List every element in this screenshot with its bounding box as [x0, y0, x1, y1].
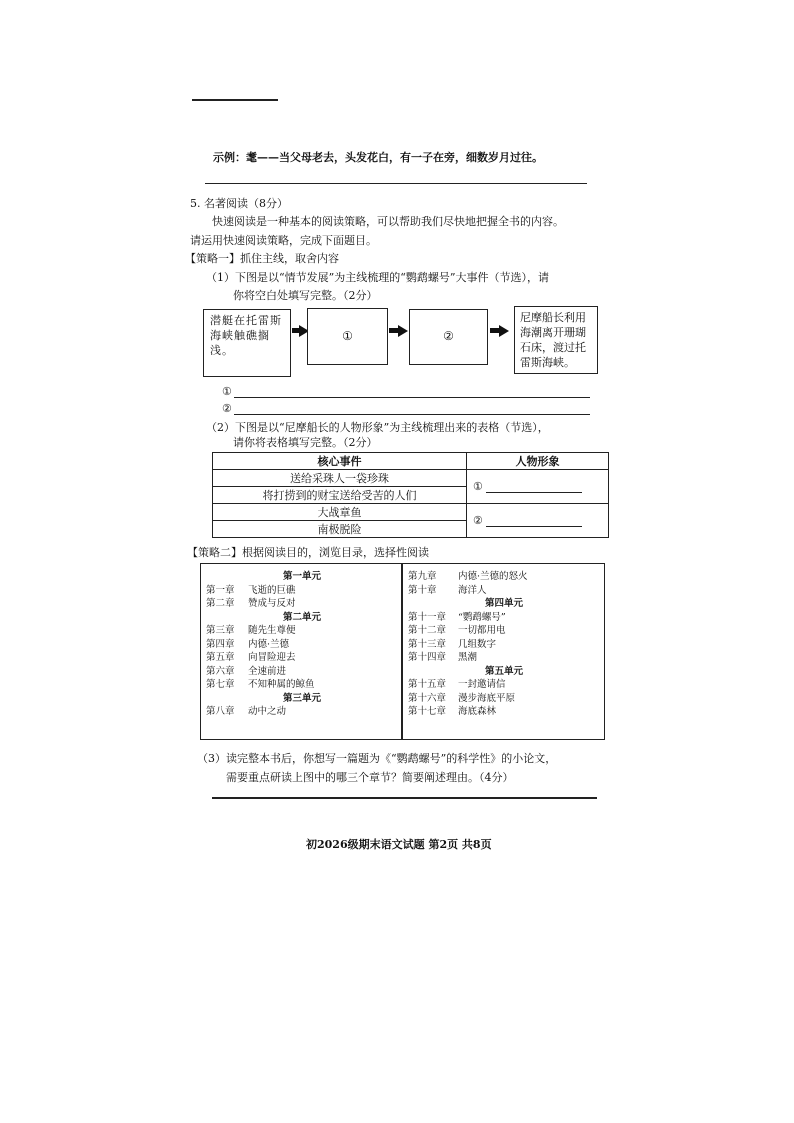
toc-entry: 第四章 内德·兰德: [206, 638, 290, 650]
sub-question-1-line-2: 你将空白处填写完整。（2分）: [233, 289, 378, 302]
flow-blank-1: [307, 308, 388, 365]
strategy-two-label: 【策略二】根据阅读目的，浏览目录，选择性阅读: [187, 546, 429, 559]
toc-entry: 第十五章 一封邀请信: [408, 679, 506, 690]
answer-2-line[interactable]: [234, 414, 590, 415]
top-rule: [192, 99, 278, 101]
answer-1-line[interactable]: [234, 397, 590, 398]
flow-arrow-3: [499, 325, 509, 337]
flow-blank-2: [409, 309, 488, 365]
toc-entry: 第十二章 一切都用电: [408, 625, 506, 636]
toc-left-unit-2: 第二单元: [282, 611, 321, 623]
table-image-cell-1[interactable]: [467, 470, 609, 504]
sub-question-2-line-1: （2）下图是以“尼摩船长的人物形象”为主线梳理出来的表格（节选），: [206, 421, 549, 434]
toc-entry: 第十七章 海底森林: [408, 706, 497, 717]
toc-entry: 第五章 向冒险迎去: [206, 652, 296, 663]
sub-question-2-line-2: 请你将表格填写完整。（2分）: [233, 436, 378, 449]
sub-question-1-line-1: （1）下图是以“情节发展”为主线梳理的“鹦鹉螺号”大事件（节选），请: [206, 271, 549, 284]
flow-box-end-text: 尼摩船长利用海潮离开珊瑚石床，渡过托雷斯海峡。: [520, 311, 586, 369]
table-blank-1-label: ①: [473, 480, 483, 493]
toc-right-column: [408, 570, 600, 719]
toc-entry: 第二章 赞成与反对: [206, 598, 296, 609]
table-event-1: 送给采珠人一袋珍珠: [213, 470, 467, 487]
intro-line-1: 快速阅读是一种基本的阅读策略，可以帮助我们尽快地把握全书的内容。: [212, 215, 564, 228]
answer-1-label: ①: [222, 385, 232, 398]
table-event-2: 将打捞到的财宝送给受苦的人们: [213, 487, 467, 504]
answer-2-label: ②: [222, 402, 232, 415]
toc-entry: 第十三章 几组数字: [408, 638, 497, 650]
sub-question-3-line-2: 需要重点研读上图中的哪三个章节？简要阐述理由。（4分）: [226, 771, 514, 784]
flow-blank-1-label: ①: [342, 329, 353, 343]
toc-entry: 第十六章 漫步海底平原: [408, 692, 516, 704]
flow-arrow-2: [398, 325, 408, 337]
toc-right-unit-4: 第四单元: [484, 598, 523, 609]
toc-entry: 第十一章 “鹦鹉螺号”: [408, 611, 506, 623]
toc-entry: 第三章 随先生尊便: [206, 625, 296, 636]
intro-line-2: 请运用快速阅读策略，完成下面题目。: [190, 234, 377, 247]
answer-3-line[interactable]: [212, 797, 597, 799]
table-event-3: 大战章鱼: [213, 504, 467, 521]
toc-left-unit-1: 第一单元: [282, 571, 321, 582]
toc-right-unit-5: 第五单元: [484, 665, 523, 677]
flow-box-start-text: 潜艇在托雷斯海峡触礁搁浅。: [210, 314, 282, 357]
toc-entry: 第九章 内德·兰德的怒火: [408, 571, 528, 582]
toc-entry: 第八章 动中之动: [206, 706, 287, 717]
table-event-4: 南极脱险: [213, 521, 467, 538]
flow-box-start: [203, 309, 291, 377]
toc-left-column: [206, 570, 398, 719]
toc-entry: 第十章 海洋人: [408, 584, 487, 596]
table-blank-2-line: [486, 516, 582, 527]
toc-entry: 第六章 全速前进: [206, 665, 287, 677]
table-blank-1-line: [486, 482, 582, 493]
example-text: 示例：耄——当父母老去，头发花白，有一子在旁，细数岁月过往。: [213, 151, 543, 164]
toc-entry: 第十四章 黑潮: [408, 652, 478, 663]
flow-blank-2-label: ②: [443, 329, 454, 343]
strategy-one-label: 【策略一】抓住主线，取舍内容: [185, 252, 339, 265]
toc-entry: 第七章 不知种属的鲸鱼: [206, 679, 315, 690]
character-table: [212, 452, 609, 538]
example-underline: [205, 183, 587, 184]
toc-divider: [401, 563, 403, 740]
table-header-event: 核心事件: [213, 453, 467, 470]
question-title: 5. 名著阅读（8分）: [190, 197, 288, 210]
page-footer: 初2026级期末语文试题 第2页 共8页: [306, 838, 492, 851]
table-image-cell-2[interactable]: [467, 504, 609, 538]
toc-left-unit-3: 第三单元: [282, 692, 321, 704]
toc-entry: 第一章 飞逝的巨礁: [206, 584, 296, 596]
sub-question-3-line-1: （3）读完整本书后，你想写一篇题为《“鹦鹉螺号”的科学性》的小论文，: [197, 752, 557, 765]
flow-box-end: [514, 306, 598, 374]
table-blank-2-label: ②: [473, 514, 483, 527]
table-header-image: 人物形象: [467, 453, 609, 470]
